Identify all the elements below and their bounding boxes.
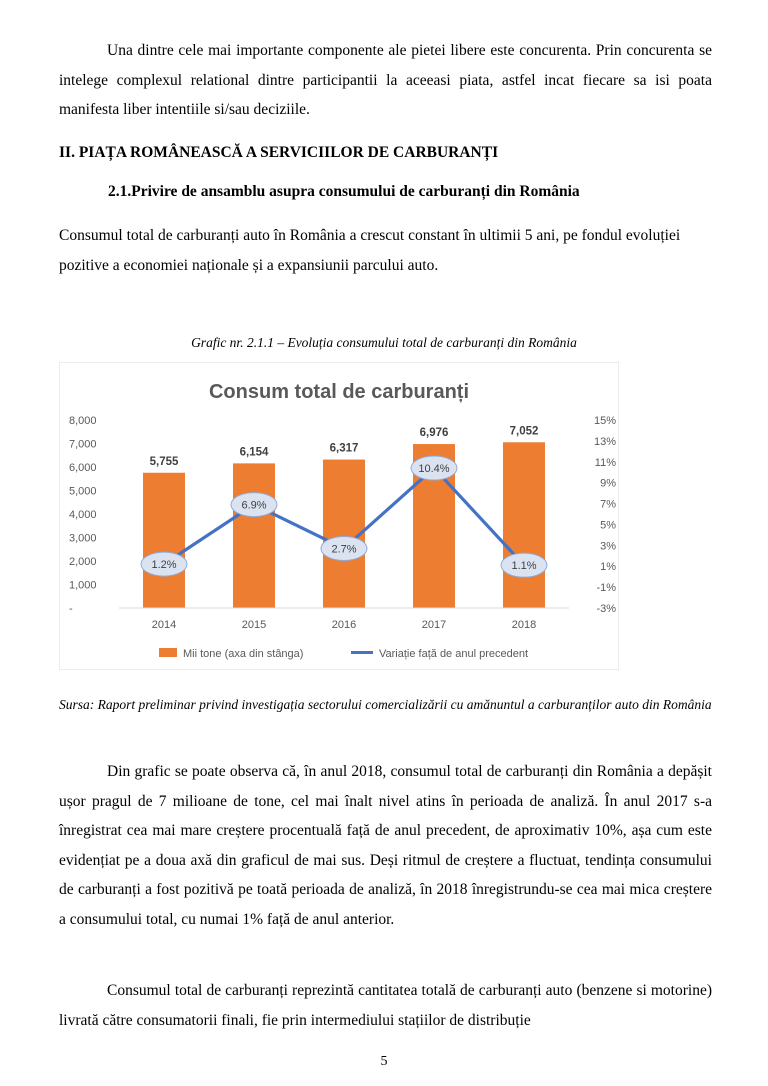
paragraph-consumption-intro: Consumul total de carburanți auto în România a crescut constant în ultimii 5 ani, pe fondul evoluției pozitive a economiei naționale și a expansiunii parcului auto.: [59, 227, 681, 274]
chart-title: Consum total de carburanți: [208, 381, 470, 403]
page-number: 5: [380, 1054, 388, 1069]
left-axis-tick-label: 7,000: [69, 438, 97, 451]
paragraph-competition: Una dintre cele mai importante componente ale pietei libere este concurenta. Prin concurenta se intelege complexul relational dintre participantii la aceeasi piata, astfel incat fiecare sa isi poata manifesta liber intentiile si/sau deciziile.: [59, 42, 712, 118]
right-axis-tick-label: 9%: [600, 477, 616, 490]
left-axis-tick-label: 4,000: [69, 509, 97, 521]
x-axis-tick-label: 2015: [241, 619, 267, 631]
left-axis-tick-label: -: [69, 603, 73, 615]
section-heading: II. PIAȚA ROMÂNEASCĂ A SERVICIILOR DE CARBURANȚI: [59, 144, 499, 161]
x-axis-tick-label: 2016: [331, 619, 357, 631]
x-axis-tick-label: 2017: [421, 619, 447, 631]
bar-data-label: 5,755: [149, 455, 179, 468]
legend-bar-swatch: [159, 648, 177, 657]
paragraph-analysis: Din grafic se poate observa că, în anul 2018, consumul total de carburanți din România a depășit ușor pragul de 7 milioane de tone, cel mai înalt nivel atins în perioada de analiză. În anul 2017 s-a înregistrat cea mai mare creștere procentuală față de anul precedent, de aproximativ 10%, așa cum este evidențiat pe a doua axă din graficul de mai sus. Deși ritmul de creștere a fluctuat, tendința consumului de carburanți a fost pozitivă pe toată perioada de analiză, în 2018 înregistrundu-se cea mai mica creștere a consumului total, cu numai 1% față de anul anterior.: [59, 763, 712, 928]
bar-data-label: 6,317: [329, 442, 359, 455]
subsection-number: 2.1: [108, 183, 128, 200]
bar-data-label: 7,052: [509, 425, 539, 438]
right-axis-tick-label: 3%: [600, 540, 616, 553]
right-axis-tick-label: 1%: [600, 561, 616, 574]
line-data-label: 2.7%: [331, 543, 357, 556]
paragraph-definition: Consumul total de carburanți reprezintă cantitatea totală de carburanți auto (benzene si motorine) livrată către consumatorii finali, fie prin intermediului stațiilor de distribuție: [59, 982, 712, 1029]
chart-source: Sursa: Raport preliminar privind investigația sectorului comercializării cu amănuntul a carburanților auto din România: [59, 697, 712, 712]
right-axis-tick-label: 7%: [600, 498, 616, 511]
left-axis-tick-label: 8,000: [69, 415, 97, 427]
legend-bar-label: Mii tone (axa din stânga): [183, 648, 304, 660]
right-axis-tick-label: -3%: [596, 603, 616, 615]
right-axis-tick-label: 13%: [593, 435, 616, 448]
line-data-label: 1.1%: [511, 560, 537, 573]
bar: [233, 463, 275, 608]
bar-data-label: 6,976: [419, 427, 449, 440]
right-axis-tick-label: -1%: [596, 582, 616, 595]
left-axis-tick-label: 5,000: [69, 485, 97, 498]
right-axis-tick-label: 5%: [600, 519, 616, 532]
left-axis-tick-label: 2,000: [69, 556, 97, 568]
chart-caption: Grafic nr. 2.1.1 – Evoluția consumului total de carburanți din România: [191, 335, 577, 350]
line-data-label: 1.2%: [151, 559, 177, 572]
bar: [503, 442, 545, 608]
left-axis-tick-label: 6,000: [69, 462, 97, 474]
left-axis-tick-label: 1,000: [69, 579, 97, 592]
chart-container: [59, 362, 619, 670]
line-data-label: 6.9%: [241, 499, 267, 512]
right-axis-tick-label: 15%: [593, 415, 616, 427]
x-axis-tick-label: 2018: [511, 619, 537, 631]
left-axis-tick-label: 3,000: [69, 532, 97, 545]
combo-chart: [59, 362, 619, 670]
legend-line-label: Variație față de anul precedent: [379, 648, 529, 660]
subsection-title: Privire de ansamblu asupra consumului de carburanți din România: [131, 183, 580, 200]
bar: [143, 473, 185, 608]
x-axis-tick-label: 2014: [151, 619, 177, 631]
right-axis-tick-label: 11%: [594, 456, 616, 469]
subsection-heading: 2.1.Privire de ansamblu asupra consumului de carburanți din România: [108, 183, 580, 200]
bar-data-label: 6,154: [239, 446, 269, 459]
line-data-label: 10.4%: [418, 463, 450, 476]
